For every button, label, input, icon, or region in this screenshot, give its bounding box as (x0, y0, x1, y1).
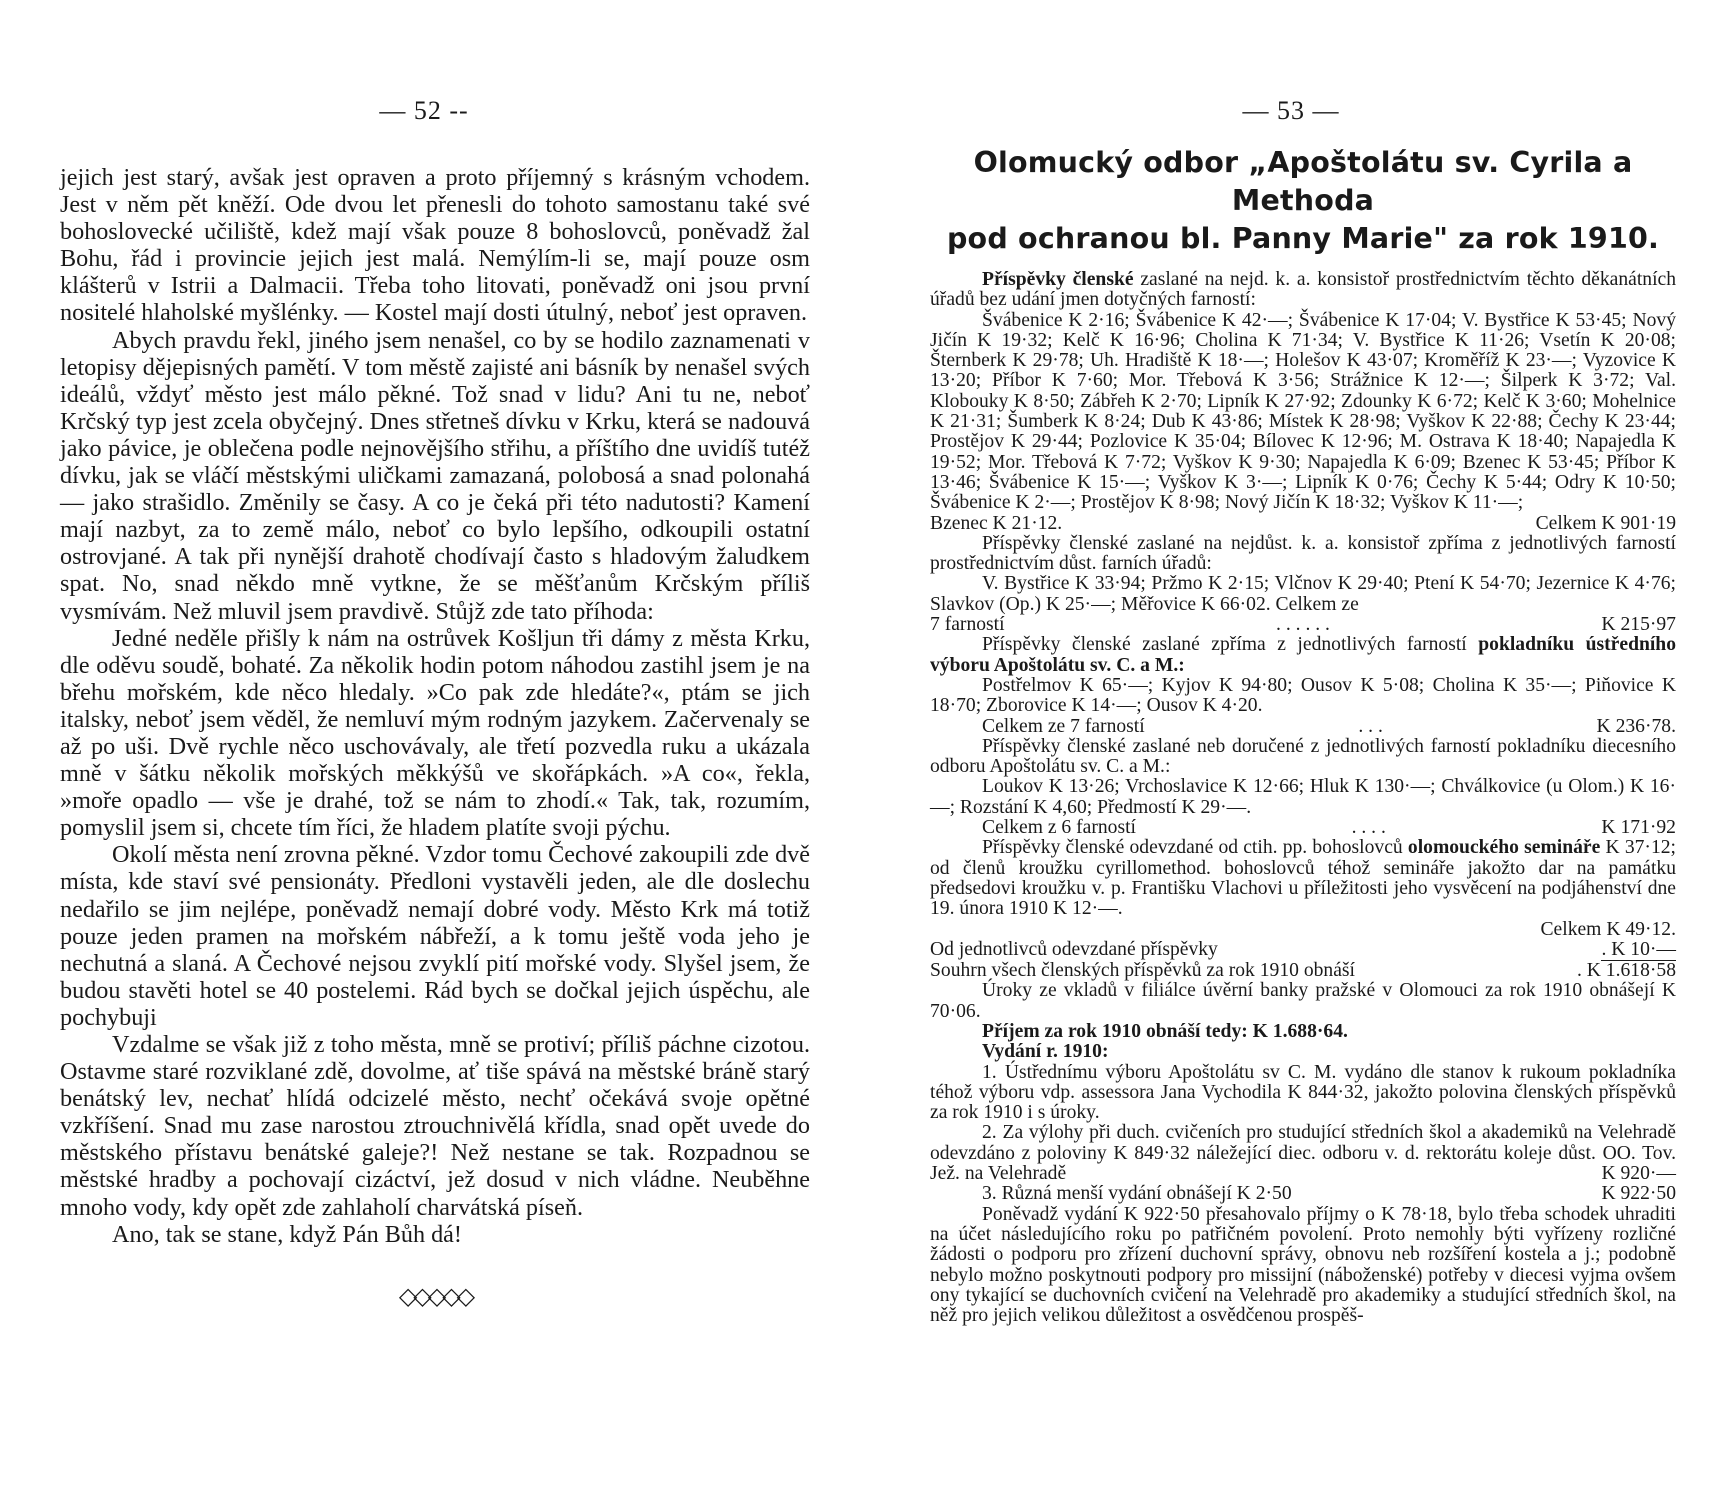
total-amount: K 236·78. (1596, 715, 1676, 737)
paragraph: Příspěvky členské zaslané na nejdůst. k. a. konsistoř zpříma z jednotlivých farností prostřednictvím důst. farních úřadů: (930, 532, 1676, 575)
leader-dots: . . . . (1351, 817, 1386, 839)
page-number: — 52 -- (379, 96, 469, 125)
total-amount: Celkem K 901·19 (1535, 512, 1676, 534)
paragraph (930, 635, 1676, 676)
text: zaslané na nejd. k. a. konsistoř prostřednictvím těchto děkanátních úřadů bez udání jmen dotyčných farností: (930, 269, 1676, 311)
paragraph: Vzdalme se však již z toho města, mně se protiví; příliš páchne cizotou. Ostavme staré rozviklané zdě, dovolme, ať tiše spává na městské bráně starý benátský lev, nechať hlídá odcizelé město, nechť očekává svoje opětné vzkříšení. Snad mu zase narostou ztrouchnivělá křídla, snad opět uvede do městského přístavu benátské galeje?! Než nestane se tak. Rozpadnou se městské hradby a pochovají cizáctví, jež dosud v nich vládne. Neuběhne mnoho vody, kdy opět zde zahlaholí charvátská píseň. (60, 1031, 810, 1221)
total-amount: K 171·92 (1601, 817, 1676, 839)
text: 3. Různá menší vydání obnášejí K 2·50 (982, 1183, 1292, 1205)
paragraph: Příspěvky členské zaslané neb doručené z jednotlivých farností pokladníku diecesního odboru Apoštolátu sv. C. a M.: (930, 735, 1676, 778)
total-row (930, 940, 1676, 961)
text: Celkem ze 7 farností (982, 715, 1145, 737)
expenses-heading (930, 1042, 1676, 1062)
section-title (930, 144, 1676, 258)
page-number: — 53 — (1242, 96, 1340, 125)
text: Celkem z 6 farností (982, 817, 1136, 839)
total-row (930, 717, 1676, 737)
paragraph (930, 838, 1676, 919)
bold-label: Vydání r. 1910: (982, 1041, 1109, 1063)
end-ornament: ◇◇◇◇◇ (398, 1281, 472, 1310)
contribution-list: Loukov K 13·26; Vrchoslavice K 12·66; Hluk K 130·—; Chválkovice (u Olom.) K 16·—; Rozstání K 4,60; Předmostí K 29·—. (930, 776, 1676, 818)
paragraph: jejich jest starý, avšak jest opraven a proto příjemný s krásným vchodem. Jest v něm pět kněží. Ode dvou let přenesli do tohoto samostanu také své bohoslovecké učiliště, kdež mají však pouze 8 bohoslovců, poněvadž žal Bohu, řád i provincie jejich jest malá. Nemýlím-li se, mají pouze osm klášterů v Istrii a Dalmacii. Třeba toho litovati, poněvadž oni jsou první nositelé hlaholské myšlénky. — Kostel mají dosti útulný, neboť jest opraven. (60, 164, 810, 327)
left-body-text (60, 164, 810, 1248)
contribution-list: V. Bystřice K 33·94; Pržmo K 2·15; Vlčnov K 29·40; Ptení K 54·70; Jezernice K 4·76; Slavkov (Op.) K 25·—; Měřovice K 66·02. Celkem ze (930, 573, 1676, 615)
text: Bzenec K 21·12. (930, 512, 1063, 534)
income-total (930, 1022, 1676, 1042)
paragraph: Úroky ze vkladů v filiálce úvěrní banky pražské v Olomouci za rok 1910 obnášejí K 70·06. (930, 980, 1676, 1022)
total-row (930, 818, 1676, 838)
paragraph: 1. Ústřednímu výboru Apoštolátu sv C. M. vydáno dle stanov k rukoum pokladníka téhož výboru vdp. assessora Jana Vychodila K 844·32, jakožto polovina členských příspěvků za rok 1910 i s úroky. (930, 1061, 1676, 1124)
paragraph (930, 1123, 1676, 1184)
text: 2. Za výlohy při duch. cvičeních pro studující středních škol a akademiků na Velehradě odevzdáno z poloviny K 849·32 náležející diec. odboru v. d. rektorátu koleje důst. OO. Tov. Jež. na Velehradě (930, 1122, 1676, 1185)
text: 7 farností (930, 614, 1005, 636)
total-row (930, 514, 1676, 534)
text: Od jednotlivců odevzdané příspěvky (930, 938, 1218, 960)
left-page (60, 0, 810, 1310)
total-row (930, 615, 1676, 635)
paragraph: Ano, tak se stane, když Pán Bůh dá! (112, 1220, 462, 1248)
total-amount: Celkem K 49·12. (1540, 918, 1676, 940)
paragraph: Abych pravdu řekl, jiného jsem nenašel, co by se hodilo zaznamenati v letopisy dějepisných pamětí. V tom městě zajisté ani básník by nenašel svých ideálů, vždyť město jest málo pěkné. Tož snad v lidu? Ani tu ne, neboť Krčský typ jest zcela obyčejný. Dnes střetneš dívku v Krku, která se nadouvá jako pávice, je oblečena podle nejnovějšího střihu, a příštího dne uvidíš tutéž dívku, jak se vláčí městskými uličkami zamazaná, polobosá a snad polonahá — jako strašidlo. Změnily se časy. A co je čeká při této nadutosti? Kamení mají nazbyt, za to země málo, neboť co bylo lepšího, odkoupili ostatní ostrovjané. A tak při nynější drahotě chodívají často s hladovým žaludkem spat. No, snad někdo mně vytkne, že se měšťanům Krčským příliš vysmívám. Než mluvil jsem pravdivě. Stůjž zde tato příhoda: (60, 326, 810, 625)
sum-row (930, 961, 1676, 981)
paragraph: Okolí města není zrovna pěkné. Vzdor tomu Čechové zakoupili zde dvě místa, kde staví své pensionáty. Předloni vystavěli jeden, ale dle doslechu nedařilo se jim nejlépe, poněvadž nemají dobré vody. Město Krk má totiž pouze jeden pramen na mořském nábřeží, a k tomu ještě voda jeho je nechutná a slaná. A Čechové nejsou zvyklí pití mořské vody. Slyšel jsem, že budou stavěti hotel se 40 postelemi. Rád bych se dočkal jejich úspěchu, ale pochybuji (60, 841, 810, 1031)
text: Příspěvky členské zaslané zpříma z jednotlivých farností (982, 634, 1479, 656)
bold-label: pokladníku ústředního výboru Apoštolátu sv. C. a M.: (930, 634, 1676, 676)
right-page (930, 0, 1676, 1326)
leader-dots: . . . (1358, 715, 1383, 737)
bold-label: olomouckého semináře (1407, 837, 1601, 859)
leader-dots: . . . . . . (1276, 614, 1330, 636)
paragraph: Jedné neděle přišly k nám na ostrůvek Košljun tři dámy z města Krku, dle oděvu soudě, bohaté. Za několik hodin potom náhodou zastihl jsem je na břehu mořském, kde něco hledaly. »Co pak zde hledáte?«, ptám se jich italsky, neboť jsem věděl, že nemluví mým rodným jazykem. Začervenaly se až po uši. Dvě rychle něco uschovávaly, ale třetí pozvedla ruku a ukázala mně v šátku několik mořských měkkýšů ve skořápkách. »A co«, řekla, »moře opadlo — vše je drahé, tož se nám to zhodí.« Tak, tak, rozumím, pomyslil jsem si, chcete tím říci, že hladem platíte svoji pýchu. (60, 624, 810, 842)
right-body-text (930, 270, 1676, 1326)
paragraph: Poněvadž vydání K 922·50 přesahovalo příjmy o K 78·18, bylo třeba schodek uhraditi na účet následujícího roku po patřičném povolení. Proto nemohly býti vyřízeny rozličné žádosti o podporu pro zřízení duchovní správy, obnovu neb rozšíření kostela a j.; podobně nebylo možno poskytnouti podpory pro missijní (náboženské) potřeby v diecesi vyjma ovšem ony tykající se duchovních cvičení na Velehradě pro akademiky a studující středních škol, na něž pro jejich velikou důležitost a osvědčenou prospěš- (930, 1203, 1676, 1327)
total-amount: . K 1.618·58 (1576, 960, 1676, 982)
total-amount: K 922·50 (1601, 1183, 1676, 1205)
text: K 37·12; od členů kroužku cyrillomethod. bohoslovců téhož semináře jakožto dar na památku předsedovi kroužku v. p. Františku Vlachovi u příležitosti jeho vysvěcení na podjáhenství dne 19. února 1910 K 12·—. (930, 837, 1676, 920)
title-line: Olomucký odbor „Apoštolátu sv. Cyrila a Methoda (973, 146, 1633, 217)
total-amount: K 920·— (1601, 1163, 1676, 1185)
total-amount: . K 10·— (1601, 938, 1676, 960)
bold-label: Příjem za rok 1910 obnáší tedy: K 1.688·64. (982, 1020, 1348, 1042)
bold-label: Příspěvky členské (982, 269, 1134, 290)
contribution-list: Švábenice K 2·16; Švábenice K 42·—; Švábenice K 17·04; V. Bystřice K 53·45; Nový Jičín K 19·32; Kelč K 16·96; Cholina K 71·34; V. Bystřice K 11·26; Vsetín K 20·08; Šternberk K 29·78; Uh. Hradiště K 18·—; Holešov K 43·07; Kroměříž K 23·—; Vyzovice K 13·20; Příbor K 7·60; Mor. Třebová K 3·56; Strážnice K 12·—; Šilperk K 3·72; Val. Klobouky K 8·50; Zábřeh K 2·70; Lipník K 27·92; Zdounky K 6·72; Kelč K 3·60; Mohelnice K 21·31; Šumberk K 8·24; Dub K 43·86; Místek K 28·98; Vyškov K 22·88; Čechy K 23·44; Prostějov K 29·44; Pozlovice K 35·04; Bílovec K 12·96; M. Ostrava K 18·40; Napajedla K 19·52; Mor. Třebová K 7·72; Vyškov K 9·30; Napajedla K 6·09; Bzenec K 53·45; Příbor K 13·46; Švábenice K 15·—; Vyškov K 3·—; Lipník K 0·76; Čechy K 5·44; Odry K 10·50; Švábenice K 2·—; Prostějov K 8·98; Nový Jičín K 18·32; Vyškov K 11·—; (930, 309, 1676, 514)
total-row (930, 1184, 1676, 1204)
total-amount: K 215·97 (1601, 614, 1676, 636)
title-line: pod ochranou bl. Panny Marie" za rok 1910. (946, 222, 1660, 255)
text: Souhrn všech členských příspěvků za rok 1910 obnáší (930, 960, 1355, 982)
contribution-list: Postřelmov K 65·—; Kyjov K 94·80; Ousov K 5·08; Cholina K 35·—; Piňovice K 18·70; Zborovice K 14·—; Ousov K 4·20. (930, 674, 1676, 717)
text: Příspěvky členské odevzdané od ctih. pp. bohoslovců (982, 837, 1408, 859)
paragraph (930, 270, 1676, 311)
